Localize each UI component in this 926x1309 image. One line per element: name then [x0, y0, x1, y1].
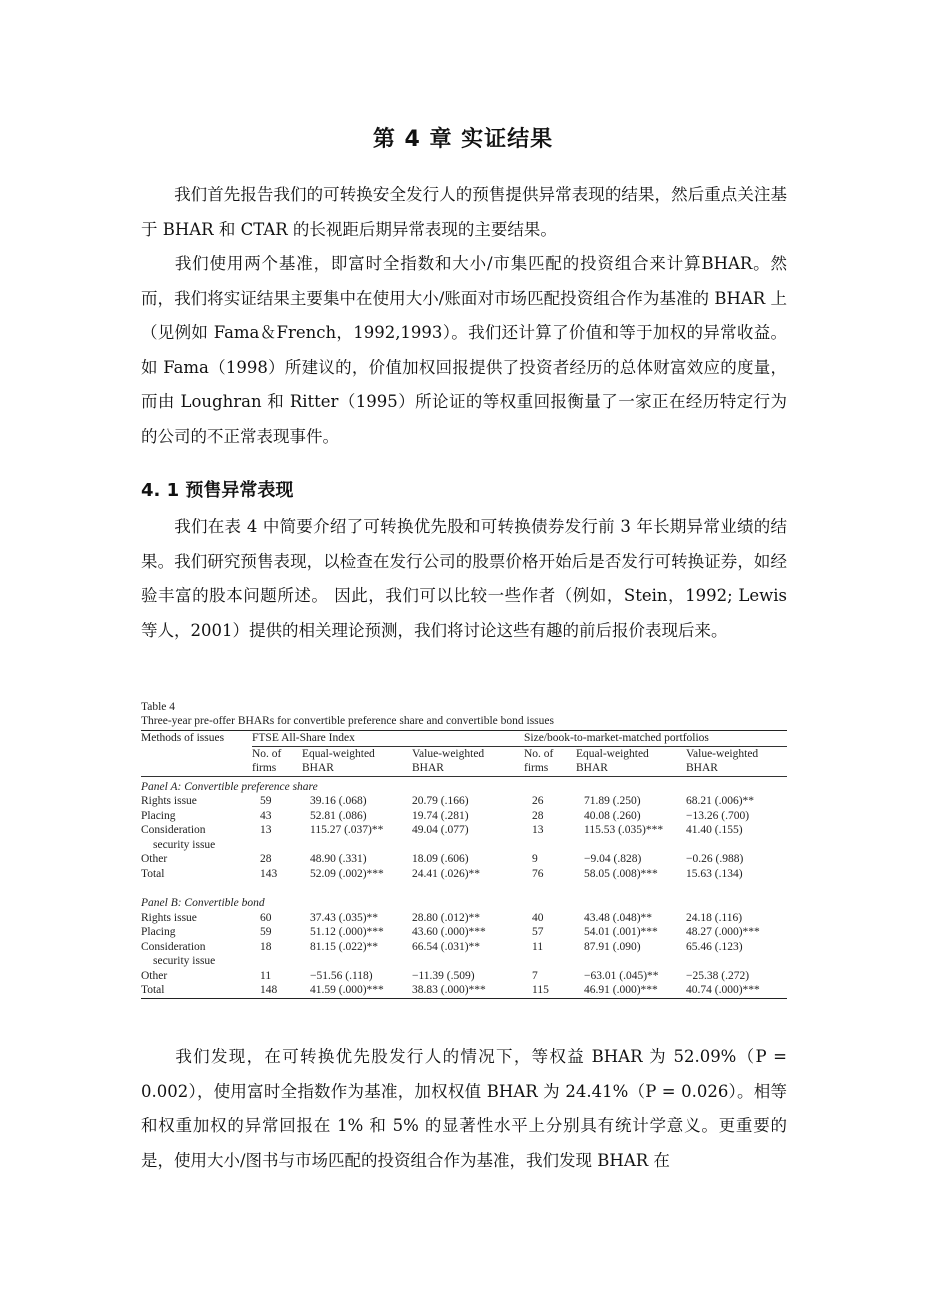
row-vw-ftse: 38.83 (.000)*** [412, 983, 524, 998]
intro-paragraph-2-text: 我们使用两个基准，即富时全指数和大小/市集匹配的投资组合来计算BHAR。然而，我们将实证结果主要集中在使用大小/账面对市场匹配投资组合作为基准的 BHAR 上（见例如 Fama＆French，1992,1993）。我们还计算了价值和等于加权的异常收益。 如 Fama（1998）所建议的，价值加权回报提供了投资者经历的总体财富效应的度量，而由 Loughran 和 Ritter（1995）所论证的等权重回报衡量了一家正在经历特定行为的公司的不正常表现事件。 [141, 254, 787, 446]
table-subheader-row-1 [141, 746, 787, 761]
row-eq-size: 40.08 (.260) [584, 809, 641, 822]
row-vw-size: −25.38 (.272) [686, 969, 750, 982]
section-paragraph [141, 510, 787, 648]
header-ftse: FTSE All-Share Index [252, 731, 524, 747]
results-paragraph-text: 我们发现，在可转换优先股发行人的情况下，等权益 BHAR 为 52.09%（P = 0.002），使用富时全指数作为基准，加权权值 BHAR 为 24.41%（P = 0.026）。相等和权重加权的异常回报在 1% 和 5% 的显著性水平上分别具有统计学意义。更重要的是，使用大小/图书与市场匹配的投资组合作为基准，我们发现 BHAR 在 [141, 1047, 787, 1170]
row-method: Rights issue [141, 795, 197, 807]
row-eq-size: 43.48 (.048)** [584, 911, 653, 924]
header-vw-ftse: Value-weighted [412, 746, 524, 761]
row-vw-size: 40.74 (.000)*** [686, 983, 787, 998]
row-method: Rights issue [141, 911, 197, 924]
row-vw-size: −13.26 (.700) [686, 809, 750, 822]
row-eq-ftse: 41.59 (.000)*** [302, 983, 412, 998]
row-method: Consideration [141, 940, 206, 953]
row-eq-ftse: 81.15 (.022)** [310, 940, 379, 953]
header-eq-size: Equal-weighted [576, 746, 686, 761]
row-n-size: 57 [532, 926, 544, 938]
row-eq-size: 71.89 (.250) [584, 795, 641, 807]
row-n-ftse: 43 [260, 809, 272, 822]
row-method: Total [141, 983, 252, 998]
row-n-size: 115 [524, 983, 576, 998]
row-n-size: 7 [532, 969, 538, 982]
header-vw-size: Value-weighted [686, 746, 787, 761]
row-eq-ftse: −51.56 (.118) [310, 969, 373, 982]
row-eq-size: −9.04 (.828) [584, 853, 642, 865]
row-vw-size: 15.63 (.134) [686, 867, 743, 880]
table-row [141, 969, 787, 984]
row-eq-ftse: 37.43 (.035)** [310, 911, 379, 924]
row-eq-ftse: 48.90 (.331) [310, 853, 367, 865]
row-eq-ftse: 39.16 (.068) [310, 795, 367, 807]
table-row-continuation [141, 954, 787, 969]
results-table [141, 730, 787, 999]
panel-b-title-row [141, 893, 787, 911]
row-eq-ftse: 52.81 (.086) [310, 809, 367, 822]
table-row [141, 794, 787, 809]
table-header-row [141, 731, 787, 747]
header-firms-ftse: firms [252, 761, 302, 776]
panel-a-title-row [141, 776, 787, 794]
row-vw-ftse: 49.04 (.077) [412, 824, 469, 836]
row-method-continued: security issue [153, 838, 216, 851]
header-methods: Methods of issues [141, 731, 252, 747]
table-subheader-row-2 [141, 761, 787, 776]
row-method: Total [141, 867, 165, 880]
header-bhar-vw-ftse: BHAR [412, 761, 524, 776]
row-method: Placing [141, 926, 176, 938]
row-eq-size: 115.53 (.035)*** [584, 824, 664, 836]
header-bhar-eq-ftse: BHAR [302, 761, 412, 776]
row-vw-ftse: 28.80 (.012)** [412, 911, 481, 924]
intro-paragraph-1 [141, 178, 787, 247]
row-vw-size: 41.40 (.155) [686, 824, 743, 836]
row-n-size: 76 [532, 867, 544, 880]
row-method: Other [141, 853, 168, 865]
panel-a-title: Panel A: Convertible preference share [141, 780, 318, 793]
row-eq-size: −63.01 (.045)** [584, 969, 659, 982]
table-row [141, 867, 787, 882]
section-paragraph-text: 我们在表 4 中简要介绍了可转换优先股和可转换债券发行前 3 年长期异常业绩的结果。我们研究预售表现，以检查在发行公司的股票价格开始后是否发行可转换证券，如经验丰富的股本问题所述。 因此，我们可以比较一些作者（例如，Stein，1992; Lewis 等人，2001）提供的相关理论预测，我们将讨论这些有趣的前后报价表现后来。 [141, 517, 787, 640]
row-n-ftse: 143 [260, 867, 278, 880]
row-eq-ftse: 52.09 (.002)*** [310, 867, 384, 880]
header-bhar-vw-size: BHAR [686, 761, 787, 776]
row-n-size: 26 [532, 795, 544, 807]
row-vw-size: 24.18 (.116) [686, 911, 743, 924]
row-n-size: 11 [532, 940, 544, 953]
header-firms-size: firms [524, 761, 576, 776]
table-row [141, 925, 787, 940]
row-method: Other [141, 969, 168, 982]
table-row [141, 911, 787, 926]
row-n-ftse: 18 [260, 940, 272, 953]
row-n-ftse: 28 [260, 853, 272, 865]
header-no-firms-size: No. of [524, 746, 576, 761]
table-row [141, 809, 787, 824]
header-no-firms-ftse: No. of [252, 746, 302, 761]
row-vw-ftse: 66.54 (.031)** [412, 940, 481, 953]
table-label: Table 4 [141, 701, 176, 713]
table-row [141, 940, 787, 955]
row-vw-ftse: 19.74 (.281) [412, 809, 469, 822]
row-n-ftse: 11 [260, 969, 272, 982]
row-method: Consideration [141, 824, 206, 836]
table-row [141, 852, 787, 867]
row-vw-size: 48.27 (.000)*** [686, 926, 760, 938]
header-bhar-eq-size: BHAR [576, 761, 686, 776]
row-n-ftse: 59 [260, 926, 272, 938]
row-method: Placing [141, 809, 176, 822]
panel-b-title: Panel B: Convertible bond [141, 897, 265, 909]
row-vw-ftse: 20.79 (.166) [412, 795, 469, 807]
results-paragraph [141, 1040, 787, 1178]
row-method-continued: security issue [153, 955, 216, 967]
row-n-size: 28 [532, 809, 544, 822]
row-eq-size: 54.01 (.001)*** [584, 926, 658, 938]
table-row [141, 823, 787, 838]
row-n-ftse: 13 [260, 824, 272, 836]
row-n-size: 9 [532, 853, 538, 865]
row-eq-size: 46.91 (.000)*** [576, 983, 686, 998]
intro-paragraph-2 [141, 247, 787, 454]
row-vw-ftse: −11.39 (.509) [412, 969, 475, 982]
table-row-continuation [141, 838, 787, 853]
row-n-ftse: 59 [260, 795, 272, 807]
row-vw-size: −0.26 (.988) [686, 853, 744, 865]
header-size: Size/book-to-market-matched portfolios [524, 731, 787, 747]
row-n-ftse: 60 [260, 911, 272, 924]
row-eq-size: 58.05 (.008)*** [584, 867, 658, 880]
chapter-title: 第 4 章 实证结果 [372, 127, 554, 152]
row-vw-size: 65.46 (.123) [686, 940, 743, 953]
row-eq-size: 87.91 (.090) [584, 940, 641, 953]
table-row [141, 983, 787, 998]
header-eq-ftse: Equal-weighted [302, 746, 412, 761]
row-n-size: 40 [532, 911, 544, 924]
row-eq-ftse: 115.27 (.037)** [310, 824, 384, 836]
row-eq-ftse: 51.12 (.000)*** [310, 926, 384, 938]
row-vw-size: 68.21 (.006)** [686, 795, 755, 807]
row-vw-ftse: 43.60 (.000)*** [412, 926, 486, 938]
intro-paragraph-1-text: 我们首先报告我们的可转换安全发行人的预售提供异常表现的结果，然后重点关注基于 BHAR 和 CTAR 的长视距后期异常表现的主要结果。 [141, 185, 787, 239]
row-n-size: 13 [532, 824, 544, 836]
table-4 [141, 700, 787, 999]
table-caption: Three-year pre-offer BHARs for convertible preference share and convertible bond issues [141, 715, 554, 727]
section-title: 4. 1 预售异常表现 [141, 480, 294, 501]
row-n-ftse: 148 [252, 983, 302, 998]
row-vw-ftse: 24.41 (.026)** [412, 867, 481, 880]
row-vw-ftse: 18.09 (.606) [412, 853, 469, 865]
